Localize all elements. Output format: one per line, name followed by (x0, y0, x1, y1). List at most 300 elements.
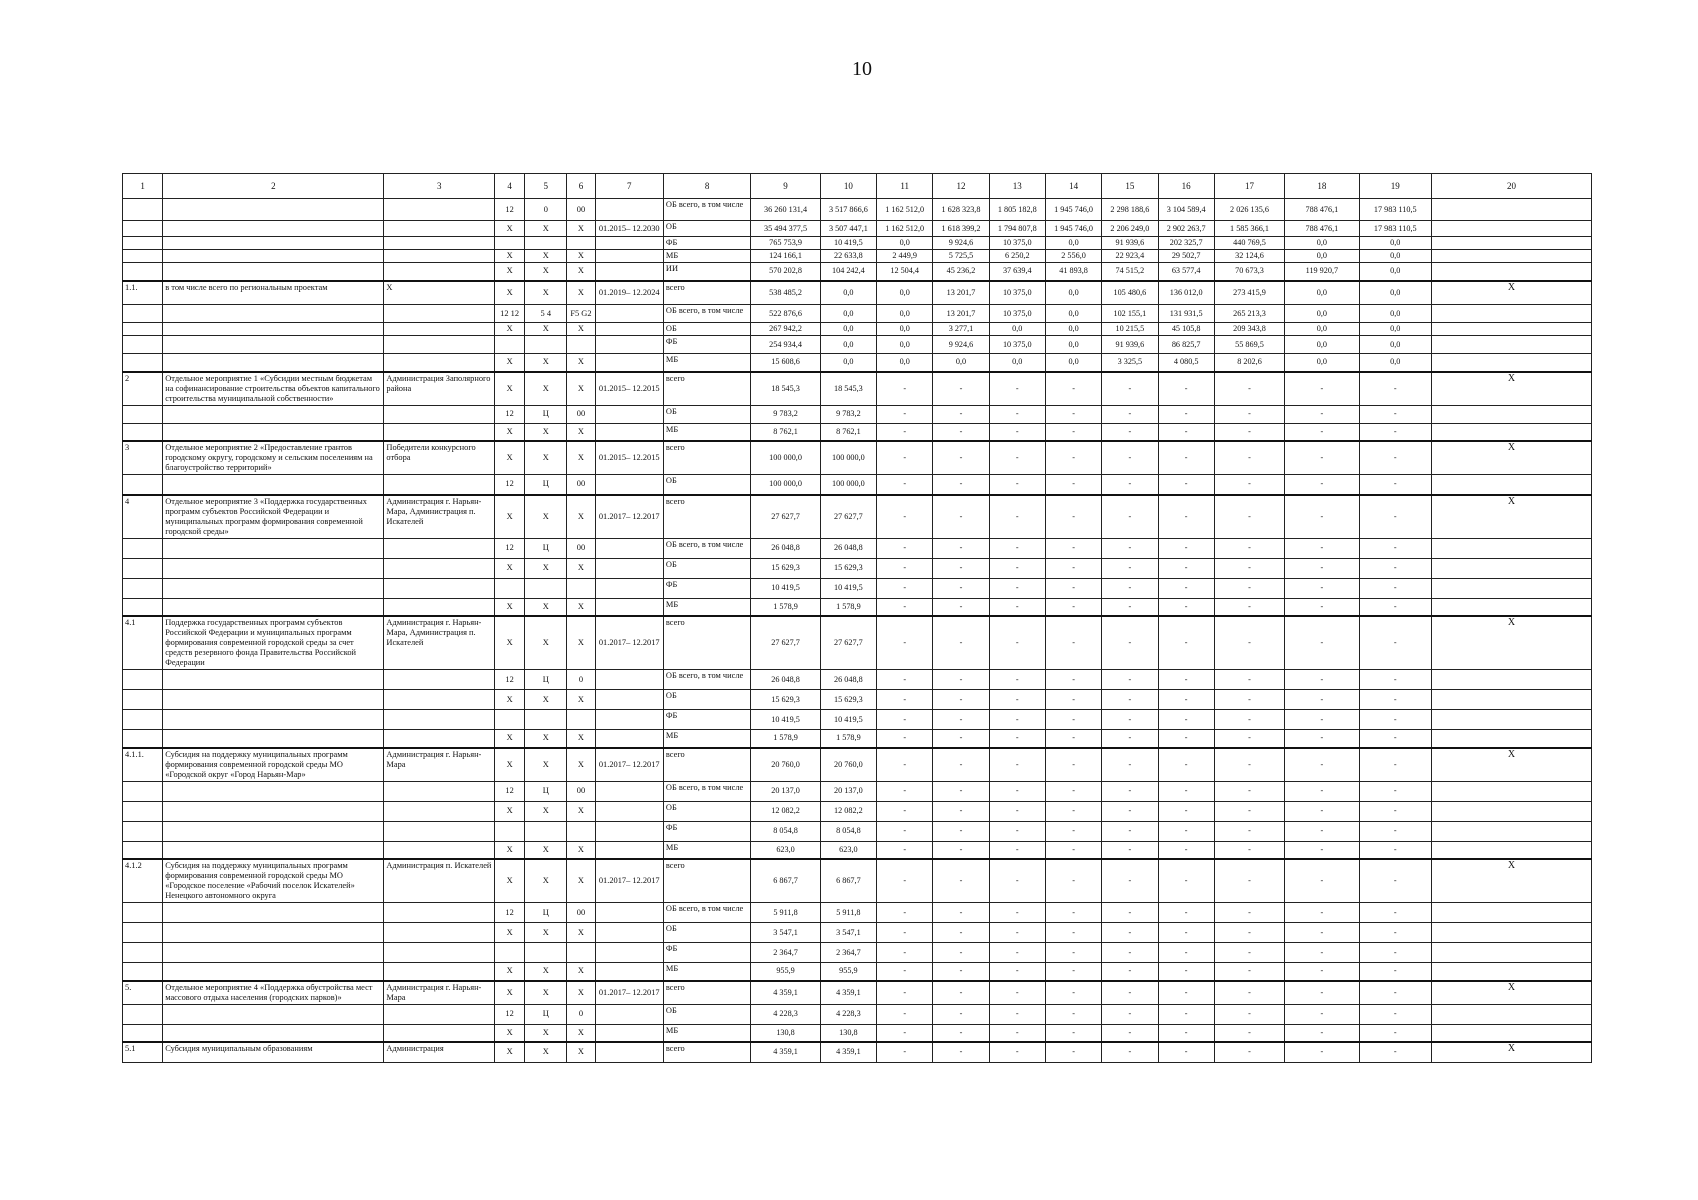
amount-cell: 538 485,2 (751, 281, 820, 305)
amount-cell: 0,0 (1359, 281, 1431, 305)
amount-cell: - (933, 730, 989, 748)
code-cell: Х (525, 616, 567, 670)
indicator-cell (1431, 801, 1591, 821)
amount-cell: - (1214, 1042, 1284, 1062)
code-cell: Х (525, 801, 567, 821)
item-name-cell (163, 263, 384, 281)
source-cell: всего (663, 281, 750, 305)
amount-cell: 0,0 (877, 323, 933, 336)
source-cell: МБ (663, 354, 750, 372)
responsible-cell: Администрация г. Нарьян-Мара (384, 981, 495, 1005)
period-cell: 01.2015– 12.2030 (595, 221, 663, 237)
item-number-cell (123, 475, 163, 495)
responsible-cell (384, 923, 495, 943)
responsible-cell (384, 250, 495, 263)
amount-cell: 10 375,0 (989, 237, 1045, 250)
indicator-cell (1431, 250, 1591, 263)
code-cell: Ц (525, 538, 567, 558)
amount-cell: 74 515,2 (1102, 263, 1158, 281)
amount-cell: - (1285, 943, 1359, 963)
item-name-cell: Субсидия на поддержку муниципальных программ формирования современной городской среды МО «Городское поселение «Рабочий поселок Искателей» Ненецкого автономного округа (163, 859, 384, 903)
column-header: 7 (595, 174, 663, 199)
amount-cell: 27 627,7 (751, 495, 820, 539)
column-header: 11 (877, 174, 933, 199)
amount-cell: - (1045, 372, 1101, 406)
responsible-cell (384, 903, 495, 923)
amount-cell: 100 000,0 (751, 441, 820, 475)
period-cell (595, 690, 663, 710)
indicator-cell (1431, 903, 1591, 923)
amount-cell: - (989, 578, 1045, 598)
item-number-cell (123, 923, 163, 943)
code-cell: Х (567, 263, 595, 281)
item-name-cell (163, 237, 384, 250)
amount-cell: - (933, 372, 989, 406)
item-name-cell (163, 1004, 384, 1024)
amount-cell: - (933, 441, 989, 475)
amount-cell: 15 629,3 (751, 690, 820, 710)
item-number-cell (123, 199, 163, 221)
amount-cell: - (1359, 495, 1431, 539)
amount-cell: - (933, 538, 989, 558)
indicator-cell (1431, 670, 1591, 690)
table-row (123, 237, 1592, 250)
indicator-cell (1431, 558, 1591, 578)
amount-cell: 1 628 323,8 (933, 199, 989, 221)
item-number-cell (123, 423, 163, 441)
amount-cell: - (1102, 598, 1158, 616)
amount-cell: - (1285, 748, 1359, 782)
amount-cell: 0,0 (1359, 354, 1431, 372)
amount-cell: - (1102, 405, 1158, 423)
amount-cell: - (1158, 923, 1214, 943)
source-cell: всего (663, 859, 750, 903)
amount-cell: - (1158, 690, 1214, 710)
amount-cell: - (1285, 441, 1359, 475)
amount-cell: - (1102, 981, 1158, 1005)
code-cell: Х (525, 963, 567, 981)
amount-cell: 2 364,7 (820, 943, 876, 963)
responsible-cell (384, 323, 495, 336)
indicator-cell (1431, 781, 1591, 801)
period-cell (595, 923, 663, 943)
source-cell: ОБ (663, 1004, 750, 1024)
amount-cell: - (1045, 578, 1101, 598)
amount-cell: - (1285, 981, 1359, 1005)
amount-cell: 0,0 (933, 354, 989, 372)
amount-cell: - (1158, 538, 1214, 558)
amount-cell: 15 608,6 (751, 354, 820, 372)
amount-cell: - (1359, 578, 1431, 598)
code-cell: Х (567, 250, 595, 263)
item-name-cell: Поддержка государственных программ субъектов Российской Федерации и муниципальных программ формирования современной городской среды за счет средств резервного фонда Правительства Российской Федерации (163, 616, 384, 670)
source-cell: МБ (663, 841, 750, 859)
code-cell: Х (495, 690, 525, 710)
code-cell: Х (495, 963, 525, 981)
amount-cell: - (1102, 558, 1158, 578)
amount-cell: - (1045, 538, 1101, 558)
source-cell: ОБ (663, 405, 750, 423)
amount-cell: - (1214, 558, 1284, 578)
amount-cell: 0,0 (989, 354, 1045, 372)
amount-cell: - (1214, 903, 1284, 923)
item-number-cell (123, 903, 163, 923)
amount-cell: - (1102, 943, 1158, 963)
amount-cell: - (989, 981, 1045, 1005)
table-row (123, 1042, 1592, 1062)
code-cell (525, 821, 567, 841)
code-cell (567, 336, 595, 354)
table-row (123, 336, 1592, 354)
table-row (123, 841, 1592, 859)
code-cell: 12 (495, 538, 525, 558)
table-row (123, 495, 1592, 539)
amount-cell: - (1214, 690, 1284, 710)
amount-cell: 0,0 (877, 237, 933, 250)
source-cell: ОБ всего, в том числе (663, 670, 750, 690)
item-number-cell (123, 405, 163, 423)
amount-cell: - (1102, 372, 1158, 406)
amount-cell: 0,0 (1285, 305, 1359, 323)
code-cell: Х (495, 354, 525, 372)
period-cell (595, 1024, 663, 1042)
code-cell: F5 G2 (567, 305, 595, 323)
amount-cell: - (1158, 781, 1214, 801)
item-number-cell (123, 305, 163, 323)
amount-cell: 26 048,8 (820, 538, 876, 558)
source-cell: ФБ (663, 943, 750, 963)
amount-cell: 104 242,4 (820, 263, 876, 281)
amount-cell: - (933, 981, 989, 1005)
code-cell: Х (567, 221, 595, 237)
amount-cell: - (989, 781, 1045, 801)
indicator-cell (1431, 538, 1591, 558)
item-name-cell: Субсидия на поддержку муниципальных программ формирования современной городской среды МО «Городской округ «Город Нарьян-Мар» (163, 748, 384, 782)
code-cell: Ц (525, 405, 567, 423)
amount-cell: 0,0 (1359, 305, 1431, 323)
code-cell: 12 (495, 475, 525, 495)
amount-cell: - (877, 1004, 933, 1024)
amount-cell: 13 201,7 (933, 281, 989, 305)
table-row (123, 578, 1592, 598)
amount-cell: 8 054,8 (820, 821, 876, 841)
amount-cell: 18 545,3 (751, 372, 820, 406)
amount-cell: - (1158, 859, 1214, 903)
amount-cell: - (877, 670, 933, 690)
amount-cell: - (933, 558, 989, 578)
amount-cell: - (1045, 903, 1101, 923)
amount-cell: - (1359, 690, 1431, 710)
amount-cell: 788 476,1 (1285, 199, 1359, 221)
code-cell: Х (525, 841, 567, 859)
source-cell: ОБ (663, 923, 750, 943)
code-cell: Х (525, 495, 567, 539)
table-row (123, 821, 1592, 841)
amount-cell: 2 206 249,0 (1102, 221, 1158, 237)
item-name-cell (163, 781, 384, 801)
code-cell: 12 (495, 405, 525, 423)
amount-cell: - (1102, 821, 1158, 841)
amount-cell: - (877, 841, 933, 859)
budget-table-container (122, 173, 1592, 1063)
amount-cell: - (1359, 475, 1431, 495)
item-number-cell: 1.1. (123, 281, 163, 305)
amount-cell: 41 893,8 (1045, 263, 1101, 281)
header-row (123, 174, 1592, 199)
amount-cell: 265 213,3 (1214, 305, 1284, 323)
amount-cell: - (877, 558, 933, 578)
amount-cell: - (877, 923, 933, 943)
item-number-cell (123, 250, 163, 263)
amount-cell: - (1102, 801, 1158, 821)
item-number-cell (123, 336, 163, 354)
column-header: 5 (525, 174, 567, 199)
source-cell: МБ (663, 1024, 750, 1042)
amount-cell: - (1285, 1004, 1359, 1024)
source-cell: всего (663, 441, 750, 475)
responsible-cell (384, 336, 495, 354)
item-number-cell (123, 538, 163, 558)
source-cell: всего (663, 1042, 750, 1062)
column-header: 6 (567, 174, 595, 199)
indicator-cell (1431, 305, 1591, 323)
item-name-cell (163, 199, 384, 221)
source-cell: ОБ (663, 323, 750, 336)
amount-cell: 124 166,1 (751, 250, 820, 263)
amount-cell: - (1359, 1024, 1431, 1042)
amount-cell: - (1359, 538, 1431, 558)
amount-cell: - (989, 558, 1045, 578)
code-cell (525, 578, 567, 598)
page-number: 10 (852, 58, 872, 80)
code-cell: Х (567, 748, 595, 782)
amount-cell: 26 048,8 (820, 670, 876, 690)
amount-cell: 3 507 447,1 (820, 221, 876, 237)
period-cell (595, 598, 663, 616)
code-cell: Х (567, 354, 595, 372)
item-name-cell (163, 475, 384, 495)
code-cell: Х (495, 923, 525, 943)
code-cell: Х (495, 495, 525, 539)
amount-cell: 29 502,7 (1158, 250, 1214, 263)
amount-cell: - (1359, 748, 1431, 782)
responsible-cell: Администрация Заполярного района (384, 372, 495, 406)
amount-cell: - (1285, 801, 1359, 821)
amount-cell: - (1359, 710, 1431, 730)
amount-cell: - (989, 475, 1045, 495)
code-cell: Х (567, 1042, 595, 1062)
code-cell: 00 (567, 475, 595, 495)
column-header: 10 (820, 174, 876, 199)
item-number-cell (123, 1004, 163, 1024)
table-row (123, 616, 1592, 670)
column-header: 2 (163, 174, 384, 199)
responsible-cell: Администрация п. Искателей (384, 859, 495, 903)
item-number-cell: 4 (123, 495, 163, 539)
amount-cell: - (933, 405, 989, 423)
code-cell (495, 821, 525, 841)
amount-cell: 1 162 512,0 (877, 221, 933, 237)
amount-cell: 1 578,9 (820, 598, 876, 616)
amount-cell: - (1045, 801, 1101, 821)
source-cell: ОБ (663, 801, 750, 821)
period-cell: 01.2015– 12.2015 (595, 372, 663, 406)
period-cell: 01.2019– 12.2024 (595, 281, 663, 305)
amount-cell: 1 578,9 (751, 598, 820, 616)
amount-cell: - (989, 801, 1045, 821)
item-number-cell (123, 558, 163, 578)
amount-cell: - (1045, 710, 1101, 730)
responsible-cell (384, 237, 495, 250)
responsible-cell (384, 558, 495, 578)
table-row (123, 199, 1592, 221)
item-number-cell (123, 730, 163, 748)
amount-cell: - (989, 963, 1045, 981)
amount-cell: - (1158, 981, 1214, 1005)
amount-cell: - (989, 943, 1045, 963)
amount-cell: 9 924,6 (933, 336, 989, 354)
column-header: 4 (495, 174, 525, 199)
item-number-cell: 4.1.2 (123, 859, 163, 903)
source-cell: всего (663, 372, 750, 406)
amount-cell: 0,0 (1045, 323, 1101, 336)
code-cell: Х (495, 250, 525, 263)
period-cell (595, 323, 663, 336)
amount-cell: - (1285, 578, 1359, 598)
amount-cell: - (1102, 781, 1158, 801)
responsible-cell: Администрация (384, 1042, 495, 1062)
table-row (123, 475, 1592, 495)
amount-cell: - (877, 710, 933, 730)
amount-cell: - (989, 372, 1045, 406)
amount-cell: - (1045, 1024, 1101, 1042)
amount-cell: - (1359, 943, 1431, 963)
amount-cell: - (1045, 423, 1101, 441)
item-name-cell (163, 710, 384, 730)
code-cell: 12 (495, 1004, 525, 1024)
period-cell (595, 710, 663, 730)
amount-cell: 1 805 182,8 (989, 199, 1045, 221)
item-number-cell (123, 1024, 163, 1042)
amount-cell: 3 547,1 (751, 923, 820, 943)
amount-cell: - (1102, 730, 1158, 748)
amount-cell: - (933, 801, 989, 821)
table-row (123, 250, 1592, 263)
amount-cell: - (877, 781, 933, 801)
amount-cell: - (1102, 748, 1158, 782)
amount-cell: 4 228,3 (751, 1004, 820, 1024)
item-number-cell: 2 (123, 372, 163, 406)
amount-cell: 0,0 (1359, 336, 1431, 354)
table-row (123, 305, 1592, 323)
amount-cell: 8 762,1 (751, 423, 820, 441)
code-cell: Х (525, 598, 567, 616)
item-number-cell: 3 (123, 441, 163, 475)
amount-cell: 2 902 263,7 (1158, 221, 1214, 237)
amount-cell: 2 449,9 (877, 250, 933, 263)
amount-cell: - (1158, 841, 1214, 859)
amount-cell: - (1045, 821, 1101, 841)
code-cell: Х (525, 372, 567, 406)
amount-cell: - (1158, 821, 1214, 841)
period-cell (595, 199, 663, 221)
code-cell: Х (525, 923, 567, 943)
amount-cell: - (933, 475, 989, 495)
indicator-cell: Х (1431, 748, 1591, 782)
item-name-cell: Отдельное мероприятие 4 «Поддержка обустройства мест массового отдыха населения (городских парков)» (163, 981, 384, 1005)
amount-cell: - (1045, 1004, 1101, 1024)
amount-cell: 0,0 (1045, 336, 1101, 354)
table-row (123, 748, 1592, 782)
source-cell: всего (663, 981, 750, 1005)
code-cell: Х (567, 323, 595, 336)
period-cell (595, 336, 663, 354)
amount-cell: - (933, 670, 989, 690)
indicator-cell (1431, 578, 1591, 598)
amount-cell: 0,0 (1285, 250, 1359, 263)
amount-cell: 4 359,1 (820, 1042, 876, 1062)
amount-cell: 130,8 (751, 1024, 820, 1042)
period-cell: 01.2017– 12.2017 (595, 495, 663, 539)
code-cell: Х (567, 598, 595, 616)
amount-cell: - (1214, 598, 1284, 616)
amount-cell: - (1285, 923, 1359, 943)
amount-cell: 570 202,8 (751, 263, 820, 281)
amount-cell: 17 983 110,5 (1359, 221, 1431, 237)
period-cell: 01.2017– 12.2017 (595, 981, 663, 1005)
code-cell: Х (525, 690, 567, 710)
period-cell (595, 538, 663, 558)
source-cell: ОБ всего, в том числе (663, 538, 750, 558)
amount-cell: 0,0 (1045, 354, 1101, 372)
amount-cell: - (1214, 781, 1284, 801)
amount-cell: - (877, 859, 933, 903)
amount-cell: 27 627,7 (751, 616, 820, 670)
item-number-cell (123, 781, 163, 801)
period-cell (595, 730, 663, 748)
code-cell: Ц (525, 1004, 567, 1024)
amount-cell: - (1214, 710, 1284, 730)
code-cell: Ц (525, 670, 567, 690)
amount-cell: - (989, 730, 1045, 748)
amount-cell: - (1214, 821, 1284, 841)
table-row (123, 1004, 1592, 1024)
amount-cell: - (1359, 730, 1431, 748)
amount-cell: 10 419,5 (820, 710, 876, 730)
code-cell: Х (495, 423, 525, 441)
amount-cell: 273 415,9 (1214, 281, 1284, 305)
amount-cell: - (1158, 558, 1214, 578)
item-name-cell (163, 670, 384, 690)
item-number-cell (123, 354, 163, 372)
amount-cell: - (933, 710, 989, 730)
code-cell: Х (567, 963, 595, 981)
amount-cell: 35 494 377,5 (751, 221, 820, 237)
responsible-cell (384, 221, 495, 237)
code-cell: 0 (525, 199, 567, 221)
amount-cell: - (1045, 1042, 1101, 1062)
amount-cell: 45 105,8 (1158, 323, 1214, 336)
code-cell: Х (495, 981, 525, 1005)
amount-cell: 0,0 (1045, 237, 1101, 250)
amount-cell: - (1158, 670, 1214, 690)
indicator-cell (1431, 475, 1591, 495)
amount-cell: 0,0 (1285, 323, 1359, 336)
column-header: 20 (1431, 174, 1591, 199)
amount-cell: - (877, 903, 933, 923)
column-header: 9 (751, 174, 820, 199)
item-name-cell (163, 821, 384, 841)
